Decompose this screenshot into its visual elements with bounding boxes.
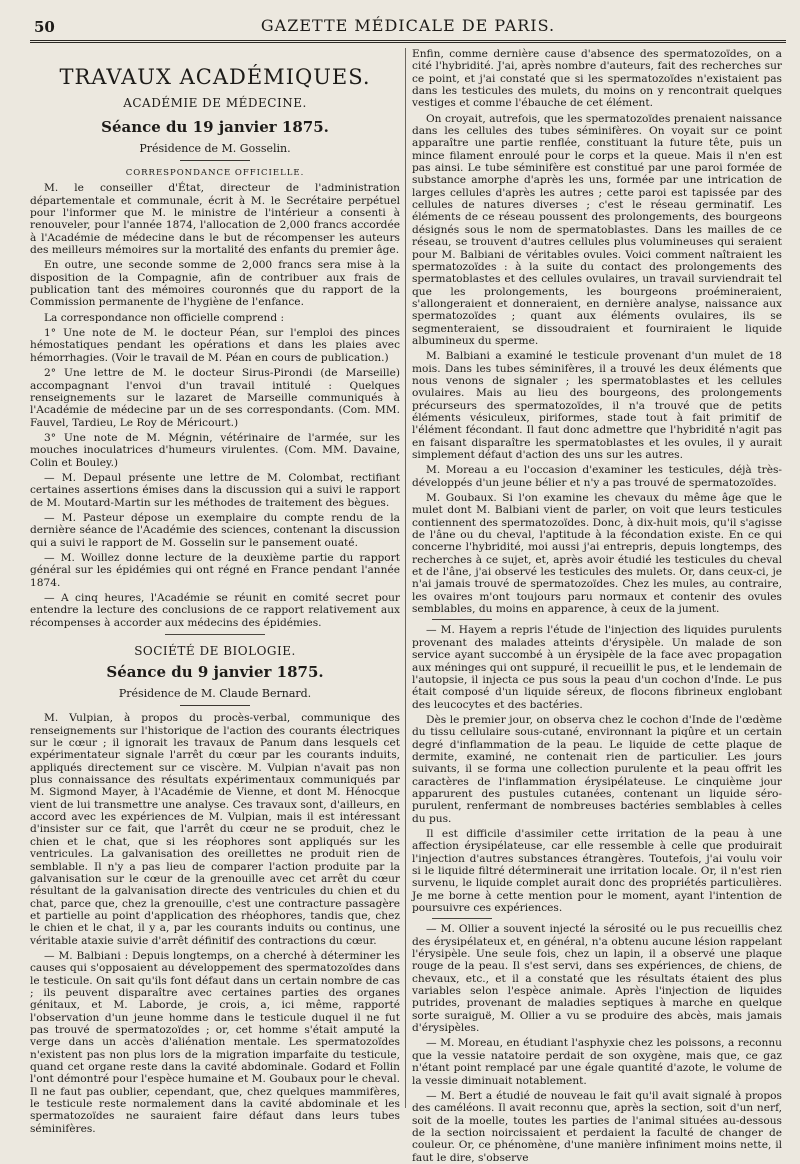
paragraph: — A cinq heures, l'Académie se réunit en comité secret pour entendre la lecture des conclusions de ce rapport relativement aux récompenses à accorder aux médecins des épidémies. (30, 592, 400, 629)
paragraph: En outre, une seconde somme de 2,000 francs sera mise à la disposition de la Compagnie, afin de contribuer aux frais de publication tant des mémoires couronnés que du rapport de la Commission permanente de l'hygiène de l'enfance. (30, 259, 400, 309)
journal-title: GAZETTE MÉDICALE DE PARIS. (260, 16, 556, 35)
paragraph: — M. Moreau, en étudiant l'asphyxie chez les poissons, a reconnu que la vessie natatoire perdait de son oxygène, mais que, ce gaz n'étant point remplacé par une égale quantité d'azote, le volume de la vessie diminuait notablement. (412, 1037, 782, 1087)
divider (180, 705, 250, 706)
paragraph: Dès le premier jour, on observa chez le cochon d'Inde de l'œdème du tissu cellulaire sous-cutané, environnant la piqûre et un certain degré d'inflammation de la peau. Le liquide de cette plaque de dermite, examiné, ne contenait rien de particulier. Les jours suivants, il se forma une collection purulente et la peau offrit les caractères de l'inflammation érysipélateuse. Le cinquième jour apparurent des pustules cutanées, contenant un liquide séro-purulent, renfermant de nombreuses bactéries semblables à celles du pus. (412, 713, 782, 825)
paragraph: Il est difficile d'assimiler cette irritation de la peau à une affection érysipélateuse, car elle ressemble à celle que produirait l'injection d'autres substances étrangères. Toutefois, j'ai voulu voir si le liquide filtré déterminerait une irritation locale. Or, il n'est rien survenu, le liquide complet aurait donc des propriétés particulières. Je me borne à cette mention pour le moment, ayant l'intention de poursuivre ces expériences. (412, 827, 782, 915)
academy-heading: ACADÉMIE DE MÉDECINE. (123, 96, 307, 110)
paragraph: — M. Pasteur dépose un exemplaire du compte rendu de la dernière séance de l'Académie des sciences, contenant la discussion qui a suivi le rapport de M. Gosselin sur le pansement ouaté. (30, 511, 400, 549)
paragraph: Enfin, comme dernière cause d'absence des spermatozoïdes, on a cité l'hybridité. J'ai, après nombre d'auteurs, fait des recherches sur ce point, et j'ai constaté que si les spermatozoïdes n'existaient pas dans les testicules des mulets, du moins on y rencontrait quelques vestiges et comme l'ébauche de cet élément. (412, 48, 782, 110)
paragraph: — M. Bert a étudié de nouveau le fait qu'il avait signalé à propos des caméléons. Il avait reconnu que, après la section, soit d'un nerf, soit de la moelle, toutes les parties de l'animal situées au-dessous de la section noircissaient et perdaient la faculté de changer de couleur. Or, ce phénomène, d'une manière infiniment moins nette, il faut le dire, s'observe (412, 1089, 782, 1164)
left-column (30, 48, 400, 1135)
societe-heading: SOCIÉTÉ DE BIOLOGIE. (134, 644, 296, 659)
paragraph: M. Goubaux. Si l'on examine les chevaux du même âge que le mulet dont M. Balbiani vient de parler, on voit que leurs testicules contiennent des spermatozoïdes. Donc, à dix-huit mois, qu'il s'agisse de l'âne ou du cheval, l'aptitude à la fécondation existe. En ce qui concerne l'hybridité, moi aussi j'ai entrepris, depuis longtemps, des recherches à ce sujet, et, après avoir étudié les testicules du cheval et de l'âne, j'ai observé les testicules des mulets. Or, dans ceux-ci, je n'ai jamais trouvé de spermatozoïdes. Chez les mules, au contraire, les ovaires m'ont toujours paru normaux et contenir des ovules semblables, du moins en apparence, à ceux de la jument. (412, 492, 782, 616)
page-number: 50 (34, 18, 55, 36)
right-column (412, 48, 782, 1164)
paragraph: La correspondance non officielle comprend : (44, 311, 285, 324)
paragraph: — M. Balbiani : Depuis longtemps, on a cherché à déterminer les causes qui s'opposaient au développement des spermatozoïdes dans le testicule. On sait qu'ils font défaut dans un certain nombre de cas ; ils peuvent disparaître avec certaines parties des organes génitaux, et M. Laborde, je crois, a, ici même, rapporté l'observation d'un jeune homme dans le testicule duquel il ne fut pas trouvé de spermatozoïdes ; or, cet homme s'était amputé la verge dans un accès d'aliénation mentale. Les spermatozoïdes n'existent pas non plus lors de la migration imparfaite du testicule, quand cet organe reste dans la cavité abdominale. Godard et Follin l'ont démontré pour l'espèce humaine et M. Goubaux pour le cheval. Il ne faut pas oublier, cependant, que, chez quelques mammifères, le testicule reste normalement dans la cavité abdominale et les spermatozoïdes ne sauraient faire défaut dans leurs tubes séminifères. (30, 949, 400, 1135)
divider (165, 634, 265, 635)
paragraph: — M. Woillez donne lecture de la deuxième partie du rapport général sur les épidémies qui ont régné en France pendant l'année 1874. (30, 551, 400, 589)
paragraph: M. Vulpian, à propos du procès-verbal, communique des renseignements sur l'historique de l'action des courants électriques sur le cœur ; il ignorait les travaux de Panum dans lesquels cet expérimentateur signale l'arrêt du cœur par les courants induits, appliqués directement sur ce viscère. M. Vulpian n'avait pas non plus connaissance des résultats expérimentaux communiqués par M. Sigmond Mayer, à l'Académie de Vienne, et dont M. Hénocque vient de lui transmettre une analyse. Ces travaux sont, d'ailleurs, en accord avec les expériences de M. Vulpian, mais il est intéressant d'insister sur ce fait, que l'arrêt du cœur ne se produit, chez le chien et le chat, que si les réophores sont appliqués sur les ventricules. La galvanisation des oreillettes ne produit rien de semblable. Il n'y a pas lieu de comparer l'action produite par la galvanisation sur le cœur de la grenouille avec cet arrêt du cœur résultant de la galvanisation directe des ventricules du chien et du chat, parce que, chez la grenouille, c'est une contracture passagère et partielle au point d'application des rhéophores, tandis que, chez le chien et le chat, il y a, par les courants induits ou continus, une véritable ataxie suivie d'arrêt définitif des contractions du cœur. (30, 712, 400, 947)
paragraph: M. le conseiller d'État, directeur de l'administration départementale et communale, écrit à M. le Secrétaire perpétuel pour l'informer que M. le ministre de l'intérieur a consenti à renouveler, pour l'année 1874, l'allocation de 2,000 francs accordée à l'Académie de médecine dans le but de récompenser les auteurs des meilleurs mémoires sur la mortalité des enfants du premier âge. (30, 182, 400, 257)
seance-heading: Séance du 9 janvier 1875. (106, 663, 324, 682)
paragraph: — M. Hayem a repris l'étude de l'injection des liquides purulents provenant des malades atteints d'érysipèle. Un malade de son service ayant succombé à un érysipèle de la face avec propagation aux méninges qui ont suppuré, il recueillit le pus, et le lendemain de l'autopsie, il injecta ce pus sous la peau d'un cochon d'Inde. Le pus était composé d'un liquide séreux, de flocons fibrineux englobant des leucocytes et des bactéries. (412, 624, 782, 711)
presidence-line: Présidence de M. Gosselin. (139, 142, 291, 155)
divider (432, 619, 492, 620)
running-head (30, 14, 786, 43)
paragraph: — M. Ollier a souvent injecté la sérosité ou le pus recueillis chez des érysipélateux et, en général, n'a obtenu aucune lésion rappelant l'érysipèle. Une seule fois, chez un lapin, il a observé une plaque rouge de la peau. Il s'est servi, dans ses expériences, de chiens, de chevaux, etc., et il a constaté que les résultats étaient des plus variables selon l'espèce animale. Après l'injection de liquides putrides, provenant de maladies septiques à marche en quelque sorte suraiguë, M. Ollier a vu se produire des abcès, mais jamais d'érysipèles. (412, 923, 782, 1035)
seance-heading: Séance du 19 janvier 1875. (101, 118, 329, 136)
correspondence-subhead: CORRESPONDANCE OFFICIELLE. (125, 168, 305, 178)
paragraph: — M. Depaul présente une lettre de M. Colombat, rectifiant certaines assertions émises dans la discussion qui a suivi le rapport de M. Moutard-Martin sur les méthodes de traitement des bègues. (30, 471, 400, 509)
paragraph: On croyait, autrefois, que les spermatozoïdes prenaient naissance dans les cellules des tubes séminifères. On voyait sur ce point apparaître une partie renflée, constituant la future tête, puis un mince filament enroulé pour le corps et la queue. Mais il n'en est pas ainsi. Le tube séminifère est constitué par une paroi formée de substance amorphe d'après les uns, formée par une intrication de larges cellules d'après les autres ; cette paroi est tapissée par des cellules de natures diverses ; c'est le réseau germinatif. Les éléments de ce réseau poussent des prolongements, des bourgeons désignés sous le nom de spermatoblastes. Dans les mailles de ce réseau, se trouvent d'autres cellules plus volumineuses qui seraient pour M. Balbiani de véritables ovules. Voici comment naîtraient les spermatozoïdes : à la suite du contact des prolongements des spermatoblastes et des cellules ovulaires, un travail surviendrait tel que les prolongements, les bourgeons proémineraient, s'allongeraient et donneraient, en dernière analyse, naissance aux spermatozoïdes ; quant aux éléments ovulaires, ils se segmenteraient, se dissoudraient et fourniraient le liquide albumineux du sperme. (412, 112, 782, 347)
paragraph: 2° Une lettre de M. le docteur Sirus-Pirondi (de Marseille) accompagnant l'envoi d'un travail intitulé : Quelques renseignements sur le lazaret de Marseille communiqués à l'Académie de médecine par un de ses correspondants. (Com. MM. Fauvel, Tardieu, Le Roy de Méricourt.) (30, 367, 400, 429)
paragraph: 1° Une note de M. le docteur Péan, sur l'emploi des pinces hémostatiques pendant les opérations et dans les plaies avec hémorrhagies. (Voir le travail de M. Péan en cours de publication.) (30, 327, 400, 364)
paragraph: 3° Une note de M. Mégnin, vétérinaire de l'armée, sur les mouches inoculatrices d'humeurs virulentes. (Com. MM. Davaine, Colin et Bouley.) (30, 431, 400, 469)
divider (180, 160, 250, 161)
presidence-line: Présidence de M. Claude Bernard. (118, 687, 312, 701)
divider (432, 918, 492, 919)
paragraph: M. Balbiani a examiné le testicule provenant d'un mulet de 18 mois. Dans les tubes séminifères, il a trouvé les deux éléments que nous venons de signaler ; les spermatoblastes et les cellules ovulaires. Mais au lieu des bourgeons, des prolongements précurseurs des spermatozoïdes, il n'a trouvé que de petits éléments vésiculeux, piriformes, stade tout à fait primitif de l'élément fécondant. Il faut donc admettre que l'hybridité n'agit pas en faisant disparaître les spermatoblastes et les ovules, il y aurait simplement défaut d'action des uns sur les autres. (412, 350, 782, 461)
column-rule (405, 48, 406, 1108)
section-title: TRAVAUX ACADÉMIQUES. (59, 65, 371, 89)
paragraph: M. Moreau a eu l'occasion d'examiner les testicules, déjà très-développés d'un jeune bélier et n'y a pas trouvé de spermatozoïdes. (412, 464, 782, 489)
